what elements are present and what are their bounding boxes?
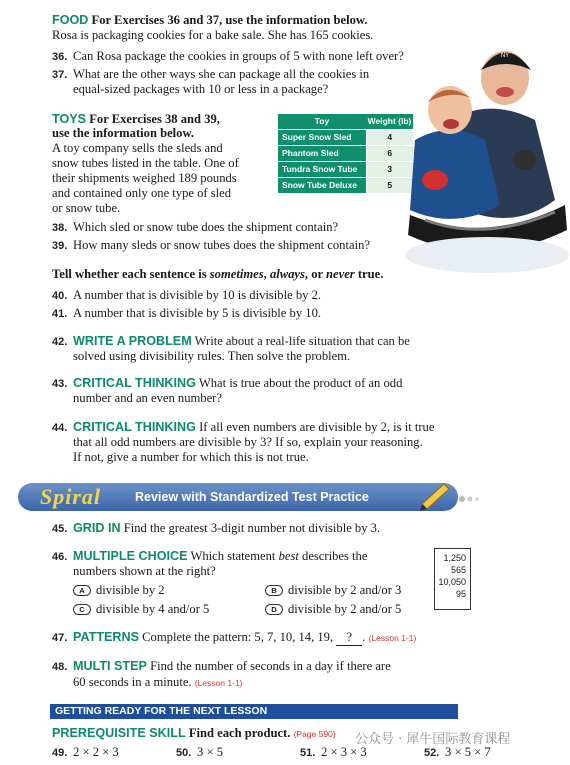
- exercise-40-text: A number that is divisible by 10 is divisible by 2.: [73, 288, 322, 302]
- answer-blank[interactable]: ?: [336, 630, 362, 646]
- choice-b[interactable]: [265, 583, 401, 598]
- exercise-47-text: Complete the pattern: 5, 7, 10, 14, 19,: [142, 630, 334, 644]
- instruction-italic: never: [326, 267, 355, 281]
- exercise-48-label: MULTI STEP: [73, 659, 147, 673]
- exercise-41-text: A number that is divisible by 5 is divisible by 10.: [73, 306, 322, 320]
- instructions-sometimes-always-never: [52, 267, 383, 282]
- choice-bubble[interactable]: A: [73, 585, 91, 596]
- instruction-italic: sometimes: [209, 267, 264, 281]
- exercise-number: 47.: [52, 632, 68, 644]
- exercise-number: 38.: [52, 222, 68, 234]
- exercise-number: 50.: [176, 747, 192, 759]
- lesson-reference: (Lesson 1-1): [368, 633, 417, 643]
- exercise-number: 45.: [52, 523, 68, 535]
- exercise-37-line1: What are the other ways she can package all the cookies in: [73, 67, 370, 81]
- table-cell-toy: Snow Tube Deluxe: [278, 177, 366, 193]
- exercise-46-label: MULTIPLE CHOICE: [73, 549, 188, 563]
- exercise-45: [73, 521, 380, 536]
- exercise-47-period: .: [362, 630, 366, 644]
- exercise-42-text: Write about a real-life situation that can be: [194, 334, 410, 348]
- exercise-number: 43.: [52, 378, 68, 390]
- food-intro: [52, 13, 367, 28]
- table-row: [278, 177, 413, 193]
- exercise-43-text: What is true about the product of an odd: [198, 376, 403, 390]
- choice-bubble[interactable]: B: [265, 585, 283, 596]
- instruction-text: ,: [263, 267, 270, 281]
- food-intro-text: For Exercises 36 and 37, use the information below.: [91, 13, 368, 27]
- instruction-text: Tell whether each sentence is: [52, 267, 210, 281]
- table-row: [278, 145, 413, 161]
- toys-line: snow tubes listed in the table. One of: [52, 156, 239, 170]
- product-expression: 2 × 3 × 3: [321, 745, 367, 759]
- toys-label: TOYS: [52, 112, 87, 126]
- box-number: 565: [450, 565, 466, 576]
- exercise-43-line2: number and an even number?: [73, 391, 222, 405]
- exercise-42-label: WRITE A PROBLEM: [73, 334, 192, 348]
- instruction-italic: always: [269, 267, 305, 281]
- table-cell-weight: 4: [366, 129, 413, 145]
- exercise-45-text: Find the greatest 3-digit number not divisible by 3.: [123, 521, 381, 535]
- watermark-text: 公众号 · 犀牛国际教育课程: [355, 732, 511, 747]
- exercise-48-line2: [73, 675, 242, 690]
- exercise-42-line2: solved using divisibility rules. Then solve the problem.: [73, 349, 351, 363]
- exercise-number: 48.: [52, 661, 68, 673]
- spiral-title: Review with Standardized Test Practice: [135, 490, 369, 504]
- exercise-number: 49.: [52, 747, 68, 759]
- exercise-number: 44.: [52, 422, 68, 434]
- svg-text:NY: NY: [500, 53, 510, 59]
- toys-intro: [52, 112, 220, 127]
- exercise-46-line2: numbers shown at the right?: [73, 564, 216, 578]
- food-label: FOOD: [52, 13, 89, 27]
- box-number: 1,250: [443, 553, 466, 563]
- exercise-number: 36.: [52, 51, 68, 63]
- exercise-44-text: If all even numbers are divisible by 2, is it true: [199, 420, 435, 434]
- table-cell-toy: Tundra Snow Tube: [278, 161, 366, 177]
- exercise-37-line2: equal-sized packages with 10 or less in a package?: [73, 82, 329, 96]
- exercise-number: 40.: [52, 290, 68, 302]
- spiral-review-banner: [18, 483, 458, 511]
- exercise-number: 39.: [52, 240, 68, 252]
- exercise-45-label: GRID IN: [73, 521, 121, 535]
- choice-a[interactable]: [73, 583, 165, 598]
- toys-line: their shipments weighed 189 pounds: [52, 171, 237, 185]
- choice-text: divisible by 2 and/or 3: [288, 583, 402, 597]
- exercise-number: 51.: [300, 747, 316, 759]
- choice-text: divisible by 2: [96, 583, 165, 597]
- toys-intro1: For Exercises 38 and 39,: [89, 112, 220, 126]
- exercise-44-line1: [73, 420, 434, 435]
- table-header: Weight (lb): [366, 114, 413, 129]
- exercise-46-italic: best: [278, 549, 299, 563]
- box-number: 95: [455, 589, 466, 600]
- numbers-box: [434, 548, 471, 610]
- choice-text: divisible by 2 and/or 5: [288, 602, 402, 616]
- exercise-44-line2: that all odd numbers are divisible by 3? If so, explain your reasoning.: [73, 435, 423, 449]
- getting-ready-banner: GETTING READY FOR THE NEXT LESSON: [50, 704, 458, 719]
- spiral-word: Spiral: [40, 484, 102, 509]
- table-row: [278, 129, 413, 145]
- exercise-48-text: Find the number of seconds in a day if there are: [150, 659, 391, 673]
- exercise-number: 42.: [52, 336, 68, 348]
- exercise-39-text: How many sleds or snow tubes does the shipment contain?: [73, 238, 370, 252]
- table-cell-weight: 6: [366, 145, 413, 161]
- lesson-reference: (Lesson 1-1): [194, 678, 243, 688]
- exercise-42-line1: [73, 334, 410, 349]
- instruction-text: , or: [304, 267, 327, 281]
- prerequisite-text: Find each product.: [188, 726, 291, 740]
- table-row: [278, 161, 413, 177]
- table-cell-toy: Super Snow Sled: [278, 129, 366, 145]
- prerequisite-skill: [52, 726, 336, 741]
- prerequisite-label: PREREQUISITE SKILL: [52, 726, 186, 740]
- exercise-44-label: CRITICAL THINKING: [73, 420, 196, 434]
- toys-intro2: use the information below.: [52, 126, 195, 140]
- exercise-47: [73, 630, 416, 646]
- choice-d[interactable]: [265, 602, 401, 617]
- exercise-47-label: PATTERNS: [73, 630, 139, 644]
- exercise-46-text: describes the: [298, 549, 368, 563]
- product-expression: 3 × 5 × 7: [445, 745, 491, 759]
- table-cell-toy: Phantom Sled: [278, 145, 366, 161]
- box-number: 10,050: [438, 577, 466, 588]
- choice-bubble[interactable]: C: [73, 604, 91, 615]
- exercise-46-line1: [73, 549, 367, 564]
- toys-line: A toy company sells the sleds and: [52, 141, 223, 155]
- product-expression: 3 × 5: [197, 745, 223, 759]
- exercise-46-text: Which statement: [190, 549, 279, 563]
- sledding-boys-photo: [405, 30, 570, 275]
- toys-line: or snow tube.: [52, 201, 121, 215]
- toy-weight-table: [278, 114, 413, 193]
- exercise-number: 52.: [424, 747, 440, 759]
- instruction-text: true.: [354, 267, 384, 281]
- exercise-44-line3: If not, give a number for which this is not true.: [73, 450, 309, 464]
- exercise-number: 41.: [52, 308, 68, 320]
- product-expression: 2 × 2 × 3: [73, 745, 119, 759]
- exercise-43-line1: [73, 376, 402, 391]
- pencil-icon: [418, 478, 482, 512]
- exercise-38-text: Which sled or snow tube does the shipment contain?: [73, 220, 339, 234]
- choice-text: divisible by 4 and/or 5: [96, 602, 210, 616]
- food-text: Rosa is packaging cookies for a bake sale. She has 165 cookies.: [52, 28, 374, 42]
- exercise-number: 46.: [52, 551, 68, 563]
- toys-line: and contained only one type of sled: [52, 186, 232, 200]
- page-reference: (Page 590): [293, 729, 336, 739]
- exercise-number: 37.: [52, 69, 68, 81]
- table-cell-weight: 3: [366, 161, 413, 177]
- exercise-48-text: 60 seconds in a minute.: [73, 675, 192, 689]
- exercise-48-line1: [73, 659, 391, 674]
- exercise-36-text: Can Rosa package the cookies in groups of 5 with none left over?: [73, 49, 404, 63]
- table-cell-weight: 5: [366, 177, 413, 193]
- table-header: Toy: [278, 114, 366, 129]
- exercise-43-label: CRITICAL THINKING: [73, 376, 196, 390]
- table-header-row: [278, 114, 413, 129]
- choice-bubble[interactable]: D: [265, 604, 283, 615]
- choice-c[interactable]: [73, 602, 209, 617]
